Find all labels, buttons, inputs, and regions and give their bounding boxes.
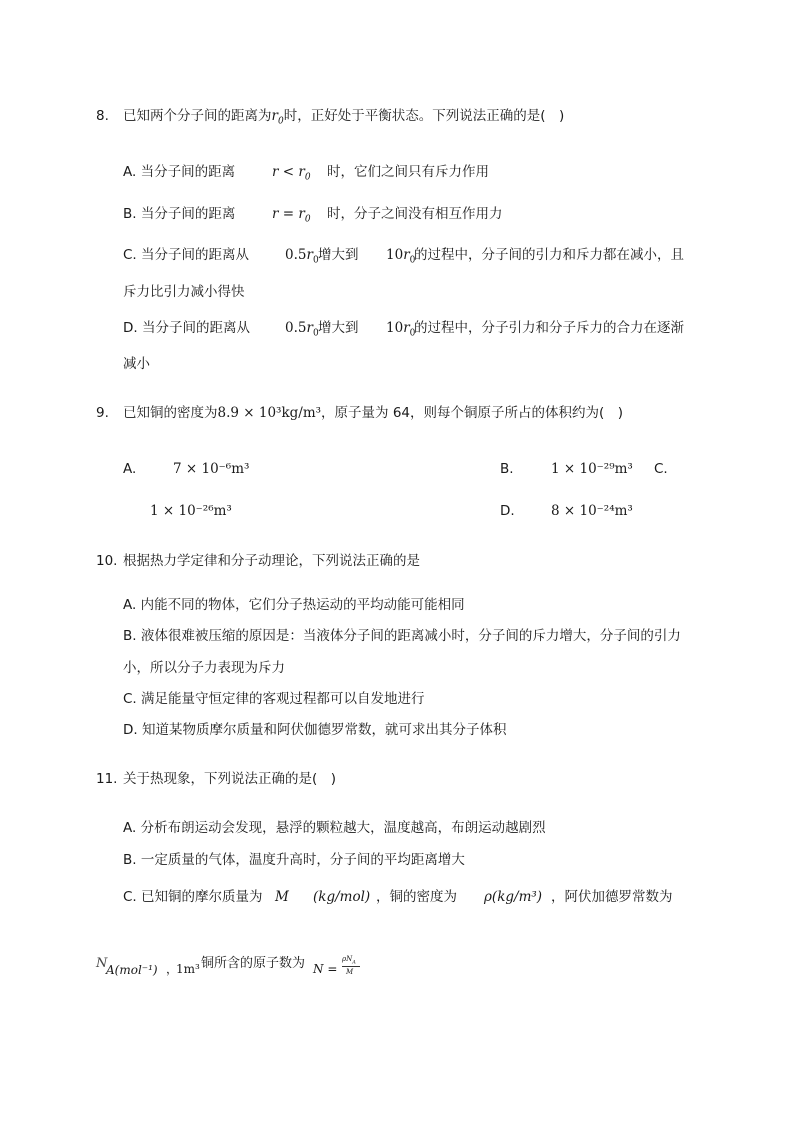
- q8-option-c-math1: $0.5r_0$: [285, 247, 319, 266]
- q11-option-c-M: M: [275, 889, 289, 905]
- q8-option-c-math2: $10r_0$: [386, 247, 416, 266]
- q9-stem-text-a: 已知铜的密度为: [123, 405, 218, 421]
- numerator-text: ρN: [342, 955, 353, 963]
- q10-option-c: C. 满足能量守恒定律的客观过程都可以自发地进行: [123, 691, 425, 707]
- q8-option-a-math: $r < r_0$: [272, 164, 311, 183]
- q8-option-b: [123, 206, 235, 222]
- fraction-bar: [342, 966, 360, 967]
- q9-stem-text-b: ，原子量为 64，则每个铜原子所占的体积约为( ): [321, 405, 624, 421]
- q11-number: 11.: [96, 771, 118, 787]
- option-label: A.: [123, 164, 137, 180]
- q9-option-a-value: 7 × 10⁻⁶m³: [173, 461, 250, 477]
- q8-stem-text-b: 时，正好处于平衡状态。下列说法正确的是( ): [283, 108, 565, 124]
- q9-option-c-label: C.: [654, 461, 668, 477]
- q8-option-b-rest: 时，分子之间没有相互作用力: [327, 206, 503, 222]
- option-text: 当分子间的距离: [140, 164, 236, 180]
- q11-line2-volume: 1m³: [176, 962, 200, 976]
- q10-option-a: A. 内能不同的物体，它们分子热运动的平均动能可能相同: [123, 597, 465, 613]
- option-label: B.: [123, 206, 137, 222]
- q8-option-c-line2: 斥力比引力减小得快: [123, 284, 245, 300]
- q8-option-d-mid: 增大到: [318, 320, 359, 336]
- q8-stem-text-a: 已知两个分子间的距离为: [123, 108, 272, 124]
- q9-stem: [123, 405, 623, 421]
- q11-line2-text: 铜所含的原子数为: [201, 956, 306, 971]
- q10-option-b-line2: 小，所以分子力表现为斥力: [123, 660, 285, 676]
- q8-option-d-math2: $10r_0$: [386, 320, 416, 339]
- q9-option-c-value: 1 × 10⁻²⁶m³: [150, 503, 232, 519]
- q11-option-b: B. 一定质量的气体，温度升高时，分子间的平均距离增大: [123, 852, 465, 868]
- q8-option-d-math1: $0.5r_0$: [285, 320, 319, 339]
- q8-option-a: [123, 164, 235, 180]
- q11-option-c-text-a: C. 已知铜的摩尔质量为: [123, 889, 263, 905]
- numerator-sub: A: [352, 959, 356, 966]
- q11-option-a: A. 分析布朗运动会发现，悬浮的颗粒越大，温度越高，布朗运动越剧烈: [123, 820, 546, 836]
- option-text: 当分子间的距离: [140, 206, 236, 222]
- q11-option-c-unit1: (kg/mol): [313, 889, 371, 905]
- q9-option-b-label: B.: [500, 461, 514, 477]
- q8-option-b-math: $r = r_0$: [272, 206, 311, 225]
- q11-line2-fraction-denominator: M: [346, 968, 354, 976]
- option-label: C.: [123, 247, 137, 263]
- q10-option-d: D. 知道某物质摩尔质量和阿伏伽德罗常数，就可求出其分子体积: [123, 722, 507, 738]
- q8-option-d-line2: 减小: [123, 356, 150, 372]
- option-label: D.: [123, 320, 138, 336]
- q8-option-c: [123, 247, 249, 263]
- q9-number: 9.: [96, 405, 109, 421]
- q11-line2-N: N: [96, 956, 108, 971]
- option-text: 当分子间的距离从: [141, 247, 250, 263]
- q9-option-a-label: A.: [123, 461, 137, 477]
- q10-stem: 根据热力学定律和分子动理论，下列说法正确的是: [123, 553, 420, 569]
- q11-line2-comma: ，: [166, 962, 179, 976]
- q11-option-c-text-b: ，铜的密度为: [376, 889, 457, 905]
- q11-stem: 关于热现象，下列说法正确的是( ): [123, 771, 337, 787]
- q8-option-a-rest: 时，它们之间只有斥力作用: [327, 164, 489, 180]
- q11-option-c-text-c: ，阿伏加德罗常数为: [551, 889, 673, 905]
- q8-stem-r0: $r_0$: [271, 108, 284, 127]
- q8-number: 8.: [96, 108, 109, 124]
- q9-option-b-value: 1 × 10⁻²⁹m³: [551, 461, 633, 477]
- q9-stem-math: 8.9 × 10³kg/m³: [217, 405, 322, 421]
- q10-option-b: B. 液体很难被压缩的原因是：当液体分子间的距离减小时，分子间的斥力增大，分子间的引力: [123, 628, 681, 644]
- q10-number: 10.: [96, 553, 118, 569]
- q11-line2-N-sub: A(mol⁻¹): [106, 963, 158, 977]
- q8-option-d: [123, 320, 250, 336]
- q9-option-d-value: 8 × 10⁻²⁴m³: [551, 503, 633, 519]
- q11-option-c-rho: ρ(kg/m³): [484, 889, 543, 905]
- q8-option-c-rest: 的过程中，分子间的引力和斥力都在减小，且: [414, 247, 684, 263]
- option-text: 当分子间的距离从: [141, 320, 250, 336]
- q8-option-c-mid: 增大到: [318, 247, 359, 263]
- q11-line2-eq: N =: [313, 962, 338, 976]
- q8-stem: [123, 108, 564, 127]
- q9-option-d-label: D.: [500, 503, 515, 519]
- q8-option-d-rest: 的过程中，分子引力和分子斥力的合力在逐渐: [414, 320, 684, 336]
- q11-line2-fraction-numerator: [342, 955, 356, 965]
